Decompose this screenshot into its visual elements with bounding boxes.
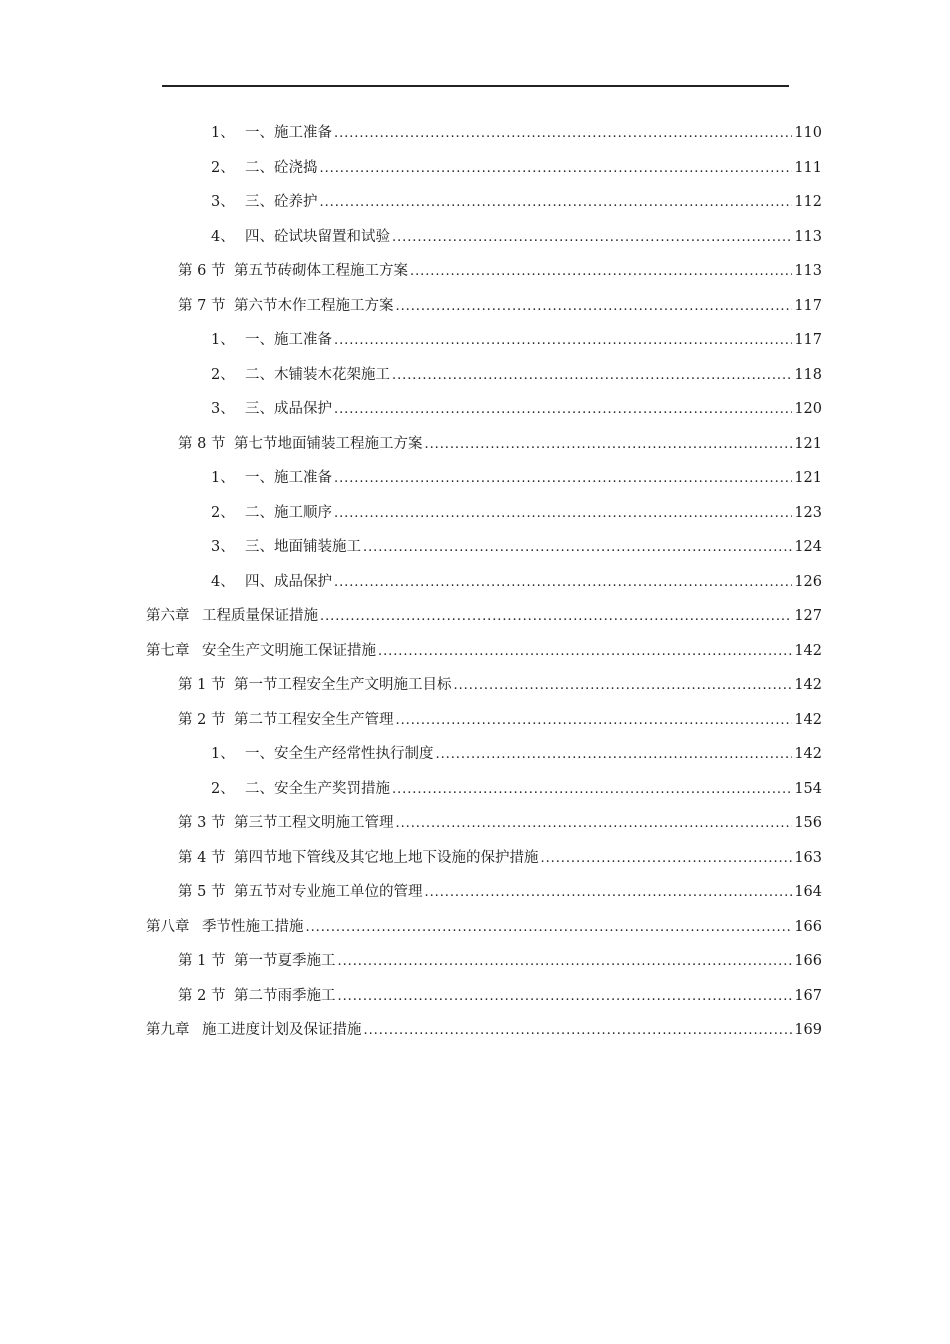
toc-entry[interactable] bbox=[0, 806, 822, 841]
toc-entry-number: 第六章 bbox=[146, 608, 190, 625]
toc-entry-number: 2、 bbox=[211, 780, 235, 797]
toc-entry-number: 第 8 节 bbox=[178, 435, 226, 452]
toc-entry-page-number: 117 bbox=[794, 297, 822, 314]
toc-entry-title: 第二节雨季施工 bbox=[234, 987, 336, 1004]
toc-entry-title: 三、砼养护 bbox=[245, 194, 318, 211]
toc-entry[interactable] bbox=[0, 254, 822, 289]
toc-entry-number: 3、 bbox=[211, 539, 235, 556]
toc-entry-title: 一、施工准备 bbox=[245, 125, 332, 142]
toc-entry-number: 3、 bbox=[211, 401, 235, 418]
toc-dot-leader bbox=[392, 365, 792, 385]
toc-entry-number: 1、 bbox=[211, 470, 235, 487]
toc-entry[interactable] bbox=[0, 772, 822, 807]
toc-entry-title: 第一节工程安全生产文明施工目标 bbox=[234, 677, 452, 694]
toc-entry[interactable] bbox=[0, 496, 822, 531]
toc-entry[interactable] bbox=[0, 151, 822, 186]
toc-entry-number: 4、 bbox=[211, 228, 235, 245]
toc-dot-leader bbox=[364, 1020, 793, 1040]
toc-entry-title: 第二节工程安全生产管理 bbox=[234, 711, 394, 728]
toc-dot-leader bbox=[425, 434, 793, 454]
toc-entry-title: 四、成品保护 bbox=[245, 573, 332, 590]
toc-entry-number: 2、 bbox=[211, 504, 235, 521]
toc-entry-page-number: 142 bbox=[794, 642, 822, 659]
toc-entry[interactable] bbox=[0, 289, 822, 324]
toc-dot-leader bbox=[334, 468, 792, 488]
toc-dot-leader bbox=[334, 399, 792, 419]
toc-entry-title: 四、砼试块留置和试验 bbox=[245, 228, 390, 245]
table-of-contents bbox=[0, 116, 950, 1048]
toc-entry[interactable] bbox=[0, 1013, 822, 1048]
toc-entry-number: 2、 bbox=[211, 366, 235, 383]
toc-entry-number: 第七章 bbox=[146, 642, 190, 659]
toc-dot-leader bbox=[392, 227, 792, 247]
toc-entry-title: 施工进度计划及保证措施 bbox=[202, 1022, 362, 1039]
toc-entry-page-number: 118 bbox=[794, 366, 822, 383]
toc-entry-number: 第 7 节 bbox=[178, 297, 226, 314]
toc-entry-page-number: 110 bbox=[794, 125, 822, 142]
toc-entry[interactable] bbox=[0, 530, 822, 565]
toc-entry-page-number: 124 bbox=[794, 539, 822, 556]
toc-entry-page-number: 113 bbox=[794, 263, 822, 280]
toc-entry-page-number: 117 bbox=[794, 332, 822, 349]
toc-entry-page-number: 142 bbox=[794, 677, 822, 694]
toc-entry-number: 4、 bbox=[211, 573, 235, 590]
toc-dot-leader bbox=[338, 951, 793, 971]
toc-entry-number: 1、 bbox=[211, 746, 235, 763]
toc-entry-page-number: 121 bbox=[794, 470, 822, 487]
toc-entry[interactable] bbox=[0, 979, 822, 1014]
toc-entry-title: 一、安全生产经常性执行制度 bbox=[245, 746, 434, 763]
toc-entry-number: 第 2 节 bbox=[178, 987, 226, 1004]
toc-entry-page-number: 167 bbox=[794, 987, 822, 1004]
toc-entry-page-number: 163 bbox=[794, 849, 822, 866]
toc-entry-page-number: 113 bbox=[794, 228, 822, 245]
toc-entry-number: 1、 bbox=[211, 125, 235, 142]
toc-dot-leader bbox=[320, 158, 793, 178]
toc-entry-page-number: 126 bbox=[794, 573, 822, 590]
toc-entry-title: 第五节对专业施工单位的管理 bbox=[234, 884, 423, 901]
toc-entry-page-number: 120 bbox=[794, 401, 822, 418]
toc-dot-leader bbox=[378, 641, 792, 661]
toc-entry[interactable] bbox=[0, 944, 822, 979]
toc-entry-number: 第 1 节 bbox=[178, 953, 226, 970]
toc-dot-leader bbox=[541, 848, 793, 868]
toc-dot-leader bbox=[363, 537, 792, 557]
toc-dot-leader bbox=[436, 744, 793, 764]
toc-entry[interactable] bbox=[0, 392, 822, 427]
toc-entry-number: 第 1 节 bbox=[178, 677, 226, 694]
toc-dot-leader bbox=[396, 296, 793, 316]
toc-dot-leader bbox=[320, 606, 792, 626]
header-rule bbox=[162, 85, 789, 87]
toc-entry-page-number: 156 bbox=[794, 815, 822, 832]
toc-entry-number: 第 5 节 bbox=[178, 884, 226, 901]
toc-entry[interactable] bbox=[0, 220, 822, 255]
toc-entry-page-number: 142 bbox=[794, 746, 822, 763]
toc-entry-title: 二、砼浇捣 bbox=[245, 159, 318, 176]
toc-dot-leader bbox=[392, 779, 792, 799]
toc-entry-number: 第 3 节 bbox=[178, 815, 226, 832]
toc-entry-title: 工程质量保证措施 bbox=[202, 608, 318, 625]
toc-dot-leader bbox=[425, 882, 793, 902]
toc-entry-title: 一、施工准备 bbox=[245, 332, 332, 349]
toc-entry-title: 一、施工准备 bbox=[245, 470, 332, 487]
toc-dot-leader bbox=[410, 261, 792, 281]
toc-entry[interactable] bbox=[0, 565, 822, 600]
toc-entry[interactable] bbox=[0, 875, 822, 910]
toc-entry-number: 第 2 节 bbox=[178, 711, 226, 728]
toc-entry-number: 2、 bbox=[211, 159, 235, 176]
toc-entry-title: 第四节地下管线及其它地上地下设施的保护措施 bbox=[234, 849, 539, 866]
toc-dot-leader bbox=[334, 123, 792, 143]
toc-entry-page-number: 154 bbox=[794, 780, 822, 797]
toc-entry-title: 第五节砖砌体工程施工方案 bbox=[234, 263, 408, 280]
toc-entry[interactable] bbox=[0, 185, 822, 220]
toc-entry[interactable] bbox=[0, 323, 822, 358]
toc-entry-page-number: 169 bbox=[794, 1022, 822, 1039]
toc-dot-leader bbox=[454, 675, 793, 695]
toc-entry[interactable] bbox=[0, 668, 822, 703]
toc-entry-page-number: 142 bbox=[794, 711, 822, 728]
toc-entry-title: 第三节工程文明施工管理 bbox=[234, 815, 394, 832]
toc-entry-page-number: 121 bbox=[794, 435, 822, 452]
toc-entry-page-number: 166 bbox=[794, 953, 822, 970]
toc-entry[interactable] bbox=[0, 910, 822, 945]
toc-entry-title: 第一节夏季施工 bbox=[234, 953, 336, 970]
toc-entry-title: 二、施工顺序 bbox=[245, 504, 332, 521]
toc-entry-number: 第八章 bbox=[146, 918, 190, 935]
toc-entry-number: 3、 bbox=[211, 194, 235, 211]
toc-entry-title: 二、木铺装木花架施工 bbox=[245, 366, 390, 383]
toc-dot-leader bbox=[306, 917, 793, 937]
toc-entry-title: 三、地面铺装施工 bbox=[245, 539, 361, 556]
toc-entry[interactable] bbox=[0, 599, 822, 634]
toc-entry-title: 第六节木作工程施工方案 bbox=[234, 297, 394, 314]
toc-entry-page-number: 123 bbox=[794, 504, 822, 521]
toc-entry[interactable] bbox=[0, 461, 822, 496]
toc-entry-page-number: 164 bbox=[794, 884, 822, 901]
toc-entry[interactable] bbox=[0, 737, 822, 772]
toc-entry-number: 第 4 节 bbox=[178, 849, 226, 866]
toc-dot-leader bbox=[320, 192, 793, 212]
toc-entry[interactable] bbox=[0, 703, 822, 738]
toc-entry-number: 第九章 bbox=[146, 1022, 190, 1039]
toc-entry-number: 1、 bbox=[211, 332, 235, 349]
toc-entry[interactable] bbox=[0, 358, 822, 393]
toc-entry[interactable] bbox=[0, 427, 822, 462]
toc-entry-page-number: 111 bbox=[794, 159, 822, 176]
toc-entry[interactable] bbox=[0, 634, 822, 669]
toc-dot-leader bbox=[396, 813, 793, 833]
toc-entry-number: 第 6 节 bbox=[178, 263, 226, 280]
toc-entry-title: 安全生产文明施工保证措施 bbox=[202, 642, 376, 659]
toc-dot-leader bbox=[396, 710, 793, 730]
toc-entry[interactable] bbox=[0, 841, 822, 876]
toc-entry-title: 季节性施工措施 bbox=[202, 918, 304, 935]
toc-entry[interactable] bbox=[0, 116, 822, 151]
toc-entry-page-number: 127 bbox=[794, 608, 822, 625]
toc-dot-leader bbox=[334, 572, 792, 592]
toc-dot-leader bbox=[334, 503, 792, 523]
toc-entry-page-number: 112 bbox=[794, 194, 822, 211]
toc-dot-leader bbox=[338, 986, 793, 1006]
toc-entry-title: 第七节地面铺装工程施工方案 bbox=[234, 435, 423, 452]
toc-entry-title: 二、安全生产奖罚措施 bbox=[245, 780, 390, 797]
toc-dot-leader bbox=[334, 330, 792, 350]
toc-entry-title: 三、成品保护 bbox=[245, 401, 332, 418]
toc-entry-page-number: 166 bbox=[794, 918, 822, 935]
